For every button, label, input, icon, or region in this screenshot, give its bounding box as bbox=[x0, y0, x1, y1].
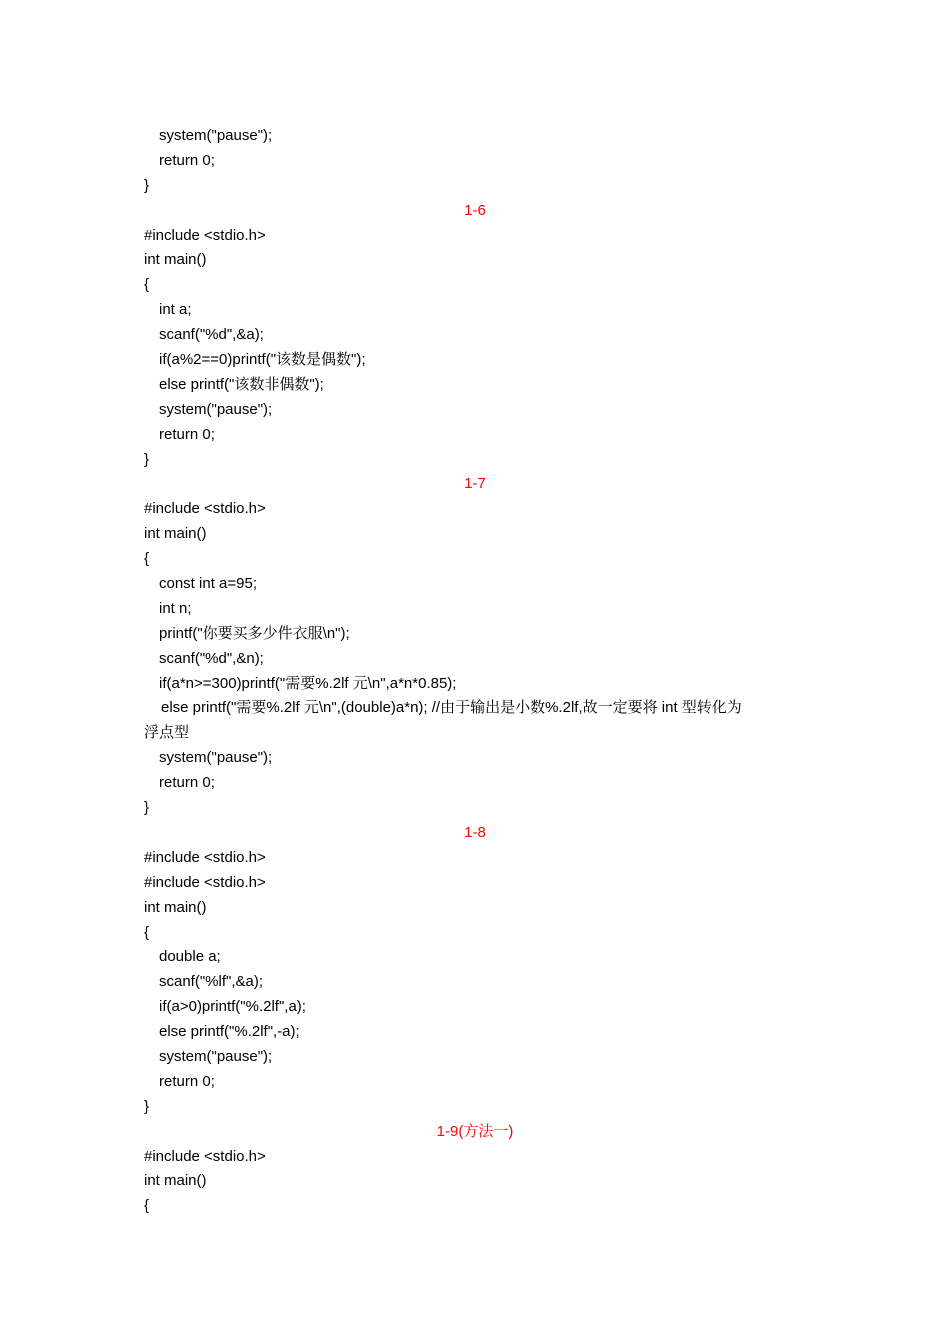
section-heading: 1-6 bbox=[464, 201, 486, 219]
code-line: int main() bbox=[144, 1172, 207, 1190]
code-line: if(a>0)printf("%.2lf",a); bbox=[159, 998, 306, 1016]
code-line: system("pause"); bbox=[159, 127, 273, 144]
code-line: system("pause"); bbox=[159, 749, 273, 767]
code-line: if(a%2==0)printf("该数是偶数"); bbox=[159, 351, 366, 369]
code-line: int main() bbox=[144, 251, 207, 269]
code-line: } bbox=[144, 176, 150, 194]
code-line: #include <stdio.h> bbox=[144, 1147, 266, 1165]
code-line: { bbox=[144, 923, 150, 941]
code-line: printf("你要买多少件衣服\n"); bbox=[159, 624, 350, 642]
code-line: { bbox=[144, 276, 150, 294]
code-line: #include <stdio.h> bbox=[144, 500, 266, 518]
code-line: return 0; bbox=[159, 774, 215, 792]
code-line: const int a=95; bbox=[159, 575, 257, 593]
code-line: else printf("需要%.2lf 元\n",(double)a*n); //由于输出是小数%.2lf,故一定要将 int 型转化为 bbox=[161, 699, 742, 717]
code-line: { bbox=[144, 1197, 150, 1215]
code-line: return 0; bbox=[159, 425, 215, 443]
section-heading: 1-7 bbox=[464, 475, 486, 493]
code-line: #include <stdio.h> bbox=[144, 226, 266, 244]
code-line: system("pause"); bbox=[159, 400, 273, 418]
code-listing bbox=[144, 124, 806, 1219]
code-line: { bbox=[144, 550, 150, 568]
code-line: if(a*n>=300)printf("需要%.2lf 元\n",a*n*0.85); bbox=[159, 674, 457, 692]
code-line: system("pause"); bbox=[159, 1047, 273, 1065]
code-line: else printf("%.2lf",-a); bbox=[159, 1023, 300, 1041]
section-heading: 1-8 bbox=[464, 823, 486, 841]
code-line: #include <stdio.h> bbox=[144, 873, 266, 891]
code-line: } bbox=[144, 450, 150, 468]
code-line: int a; bbox=[159, 301, 192, 319]
code-line: else printf("该数非偶数"); bbox=[159, 375, 324, 393]
code-line: int n; bbox=[159, 599, 192, 617]
code-line: } bbox=[144, 1097, 150, 1115]
section-heading: 1-9(方法一) bbox=[436, 1122, 514, 1140]
code-line: scanf("%d",&a); bbox=[159, 326, 264, 344]
code-line: scanf("%d",&n); bbox=[159, 649, 264, 667]
code-line: int main() bbox=[144, 898, 207, 916]
code-line: } bbox=[144, 799, 150, 817]
code-line: return 0; bbox=[159, 1072, 215, 1090]
code-line: #include <stdio.h> bbox=[144, 848, 266, 866]
code-line: double a; bbox=[159, 948, 221, 966]
code-line: int main() bbox=[144, 525, 207, 543]
code-line: return 0; bbox=[159, 151, 215, 169]
code-line: scanf("%lf",&a); bbox=[159, 973, 264, 991]
code-line: 浮点型 bbox=[144, 724, 190, 742]
